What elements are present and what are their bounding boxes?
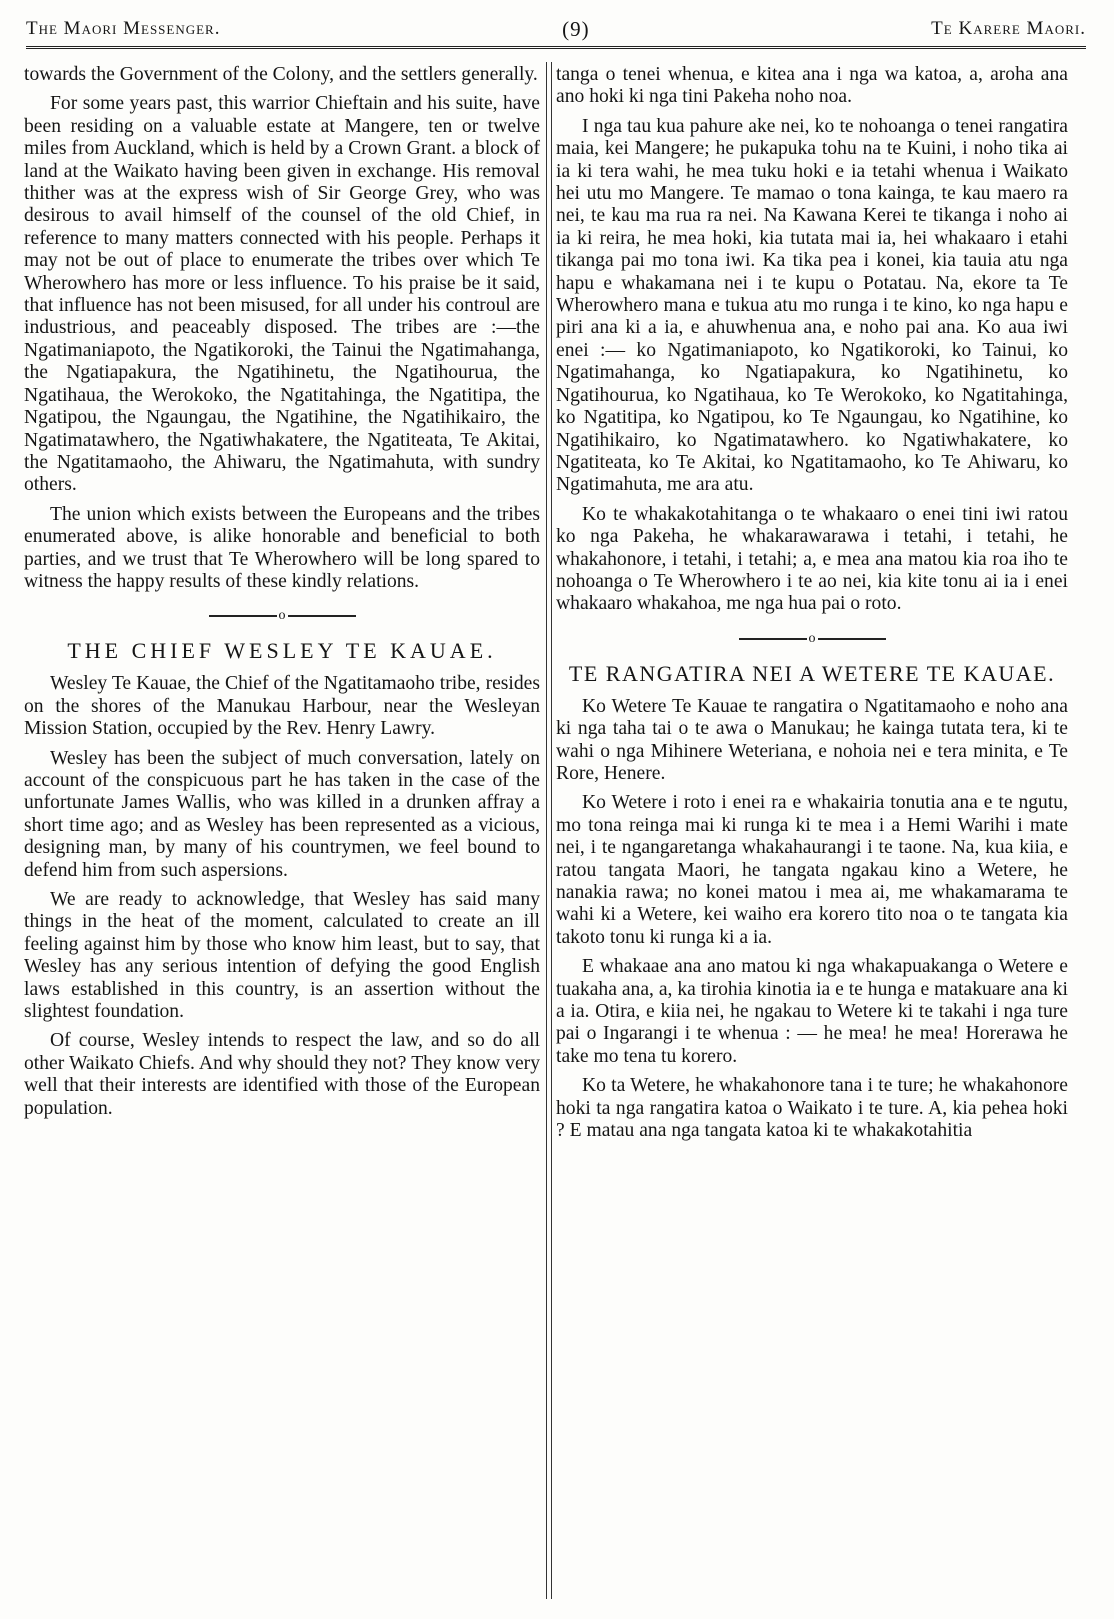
- maori-paragraph: I nga tau kua pahure ake nei, ko te nohoanga o tenei rangatira maia, kei Mangere; he pukapuka tohu na te Kuini, i noho tika ai ia ki tera wahi, he mea tuku hoki e ia tetahi whenua i Waikato hei utu mo Mangere. Te mamao o tona kainga, te kau maero ra nei, te kau ma rua ra nei. Na Kawana Kerei te tikanga i noho ai ia ki reira, he mea hoki, kia tutata mai ia, hei whakaaro i etahi tikanga pai mo tona iwi. Ka tika pea i konei, kia tauia atu nga hapu e whakamana nei i te kupu o Potatau. Na, ekore ta Te Wherowhero mana e tukua atu mo runga i te kino, ko nga hapu e piri ana ki a ia, e ahuwhenua ana, e noho pai ana. Ko aua iwi enei :— ko Ngatimaniapoto, ko Ngatikoroki, ko Tainui, ko Ngatimahanga, ko Ngatiapakura, ko Ngatihinetu, ko Ngatihourua, ko Ngatihaua, ko Te Werokoko, ko Ngatitahinga, ko Ngatitipa, ko Ngatipou, ko Te Ngaungau, ko Ngatihine, ko Ngatihikairo, ko Ngatimatawhero. ko Ngatiwhakatere, ko Ngatiteata, ko Te Akitai, ko Ngatitamaoho, ko Te Ahiwaru, ko Ngatimahuta, me ara atu.: [556, 115, 1068, 496]
- english-article-heading: THE CHIEF WESLEY TE KAUAE.: [67, 638, 497, 664]
- maori-masthead: Te Karere Maori.: [931, 18, 1086, 39]
- maori-paragraph: Ko ta Wetere, he whakahonore tana i te ture; he whakahonore hoki ta nga rangatira katoa o Waikato i te ture. A, kia pehea hoki ? E matau ana nga tangata katoa ki te whakakotahitia: [556, 1075, 1068, 1142]
- header-rule: [26, 46, 1086, 49]
- maori-paragraph: Ko te whakakotahitanga o te whakaaro o enei tini iwi ratou ko nga Pakeha, he whakarawarawa i tetahi, i tetahi, he whakahonore, i tetahi, i tetahi; a, e mea ana matou kia roa iho te nohoanga o Te Wherowhero i te ao nei, kia kite tonu ai ia i enei whakaaro whakahoa, me nga hua pai o roto.: [556, 503, 1068, 615]
- maori-paragraph: E whakaae ana ano matou ki nga whakapuakanga o Wetere e tuakaha ana, a, ka tirohia kinotia ia e te hunga e matakuare ana ki a ia. Otira, e kiia nei, he ngakau to Wetere ki te takahi i nga ture pai o Ingarangi i te whenua : — he mea! he mea! Horerawa he take mo tena tu korero.: [556, 956, 1068, 1067]
- english-masthead: The Maori Messenger.: [26, 18, 221, 39]
- maori-article-heading: TE RANGATIRA NEI A WETERE TE KAUAE.: [568, 660, 1056, 686]
- maori-paragraph: tanga o tenei whenua, e kitea ana i nga wa katoa, a, aroha ana ano hoki ki nga tini Pakeha noho noa.: [556, 64, 1068, 108]
- page-header: [26, 14, 1086, 44]
- maori-paragraph: Ko Wetere Te Kauae te rangatira o Ngatitamaoho e noho ana ki nga taha tai o te awa o Manukau; he kainga tutata tera, ki te wahi o nga Mihinere Weteriana, e nohoia nei e tera minita, e Te Rore, Henere.: [556, 695, 1068, 784]
- column-divider: [546, 62, 552, 1599]
- english-paragraph: Of course, Wesley intends to respect the law, and so do all other Waikato Chiefs. And why should they not? They know very well that their interests are identified with those of the European population.: [24, 1030, 540, 1119]
- maori-column: [556, 64, 1068, 1149]
- english-paragraph: For some years past, this warrior Chieftain and his suite, have been residing on a valuable estate at Mangere, ten or twelve miles from Auckland, which is held by a Crown Grant. a block of land at the Waikato having been given in exchange. His removal thither was at the express wish of Sir George Grey, who was desirous to avail himself of the counsel of the old Chief, in reference to many matters connected with his people. Perhaps it may not be out of place to enumerate the tribes over which Te Wherowhero has more or less influence. To his praise be it said, that influence has not been misused, for all under his controul are industrious, and peaceably disposed. The tribes are :—the Ngatimaniapoto, the Ngatikoroki, the Tainui the Ngatimahanga, the Ngatiapakura, the Ngatihinetu, the Ngatihourua, the Ngatihaua, the Werokoko, the Ngatitahinga, the Ngatitipa, the Ngatipou, the Ngaungau, the Ngatihine, the Ngatihikairo, the Ngatimatawhero, the Ngatiwhakatere, the Ngatiteata, Te Akitai, the Ngatitamaoho, the Ahiwaru, the Ngatimahuta, with sundry others.: [24, 93, 540, 496]
- english-paragraph: Wesley has been the subject of much conversation, lately on account of the conspicuous part he has taken in the case of the unfortunate James Wallis, who was killed in a drunken affray a short time ago; and as Wesley has been represented as a vicious, designing man, by many of his countrymen, we feel bound to defend him from such aspersions.: [24, 747, 540, 881]
- maori-paragraph: Ko Wetere i roto i enei ra e whakairia tonutia ana e te ngutu, mo tona reinga mai ki runga ki te mea i a Hemi Warihi i mate nei, i te ngangaretanga whakahaurangi i te taone. Na, kua kiia, e ratou tangata Maori, he tangata ngakau kino a Wetere, he nanakia rawa; no konei matou i mea ai, me whakamarama te wahi ki a Wetere, kei waiho era korero tito noa o te tangata kia takoto tonu ki runga ki a ia.: [556, 792, 1068, 948]
- section-separator: o: [24, 609, 540, 623]
- english-column: [24, 64, 540, 1127]
- section-separator: o: [556, 632, 1068, 646]
- english-paragraph: We are ready to acknowledge, that Wesley has said many things in the heat of the moment, calculated to create an ill feeling against him by those who know him least, but to say, that Wesley has any serious intention of defying the good English laws established in this country, is an assertion without the slightest foundation.: [24, 889, 540, 1023]
- english-paragraph: Wesley Te Kauae, the Chief of the Ngatitamaoho tribe, resides on the shores of the Manukau Harbour, near the Wesleyan Mission Station, occupied by the Rev. Henry Lawry.: [24, 673, 540, 740]
- english-paragraph: The union which exists between the Europeans and the tribes enumerated above, is alike honorable and beneficial to both parties, and we trust that Te Wherowhero will be long spared to witness the happy results of these kindly relations.: [24, 503, 540, 592]
- page-number: (9): [562, 16, 590, 41]
- english-paragraph: towards the Government of the Colony, and the settlers generally.: [24, 64, 538, 85]
